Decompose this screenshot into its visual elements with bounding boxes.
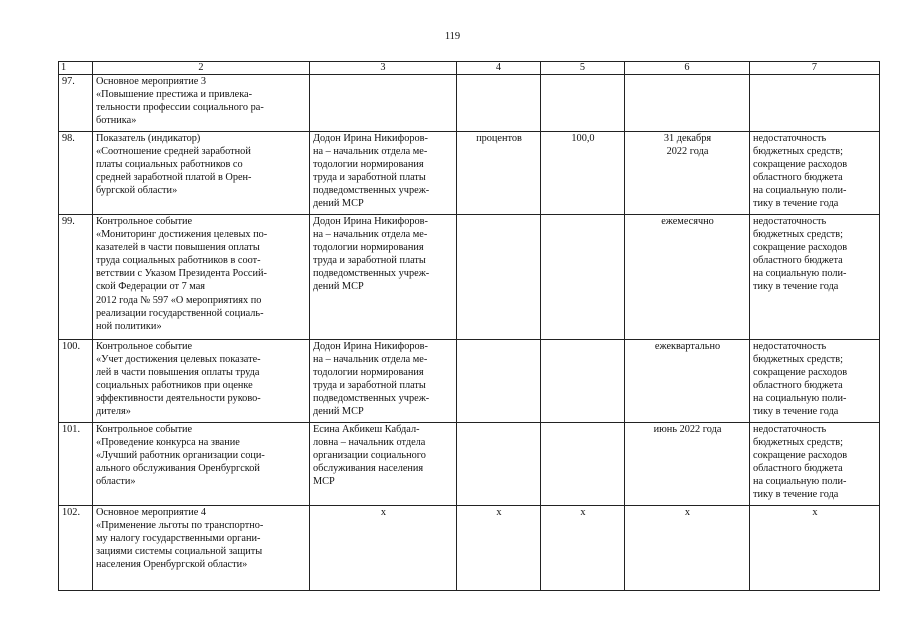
row-number-cell: 98. bbox=[59, 132, 93, 215]
unit-cell bbox=[457, 215, 541, 340]
column-risk-header: 7 bbox=[750, 62, 880, 75]
value-cell bbox=[541, 423, 625, 506]
column-value-header: 5 bbox=[541, 62, 625, 75]
table-row bbox=[59, 423, 880, 506]
column-number-header: 1 bbox=[59, 62, 93, 75]
row-number-cell: 100. bbox=[59, 340, 93, 423]
table-row bbox=[59, 132, 880, 215]
deadline-cell: x bbox=[625, 506, 750, 591]
unit-cell: процентов bbox=[457, 132, 541, 215]
row-number-cell: 101. bbox=[59, 423, 93, 506]
deadline-cell: июнь 2022 года bbox=[625, 423, 750, 506]
table-row bbox=[59, 506, 880, 591]
table-row bbox=[59, 215, 880, 340]
unit-cell bbox=[457, 340, 541, 423]
risk-cell: недостаточность бюджетных средств; сокращение расходов областного бюджета на социальную поли- тику в течение года bbox=[750, 340, 880, 423]
unit-cell bbox=[457, 423, 541, 506]
column-unit-header: 4 bbox=[457, 62, 541, 75]
responsible-cell: x bbox=[310, 506, 457, 591]
value-cell bbox=[541, 215, 625, 340]
responsible-cell: Додон Ирина Никифоров- на – начальник отдела ме- тодологии нормирования труда и заработной платы подведомственных учреж- дений МСР bbox=[310, 215, 457, 340]
risk-cell: недостаточность бюджетных средств; сокращение расходов областного бюджета на социальную поли- тику в течение года bbox=[750, 132, 880, 215]
value-cell bbox=[541, 75, 625, 132]
page-number: 119 bbox=[444, 31, 461, 42]
measure-name-cell: Основное мероприятие 3 «Повышение престижа и привлека- тельности профессии социального ра- ботника» bbox=[93, 75, 310, 132]
measure-name-cell: Основное мероприятие 4 «Применение льготы по транспортно- му налогу государственными органи- зациями системы социальной защиты населения Оренбургской области» bbox=[93, 506, 310, 591]
value-cell bbox=[541, 340, 625, 423]
deadline-cell: ежеквартально bbox=[625, 340, 750, 423]
risk-cell bbox=[750, 75, 880, 132]
table-header-row bbox=[59, 62, 880, 75]
value-cell: x bbox=[541, 506, 625, 591]
deadline-cell bbox=[625, 75, 750, 132]
row-number-cell: 99. bbox=[59, 215, 93, 340]
responsible-cell: Додон Ирина Никифоров- на – начальник отдела ме- тодологии нормирования труда и заработной платы подведомственных учреж- дений МСР bbox=[310, 340, 457, 423]
measure-name-cell: Контрольное событие «Учет достижения целевых показате- лей в части повышения оплаты труда социальных работников при оценке эффективности деятельности руково- дителя» bbox=[93, 340, 310, 423]
risk-cell: недостаточность бюджетных средств; сокращение расходов областного бюджета на социальную поли- тику в течение года bbox=[750, 423, 880, 506]
deadline-cell: 31 декабря 2022 года bbox=[625, 132, 750, 215]
responsible-cell: Есина Акбикеш Кабдал- ловна – начальник отдела организации социального обслуживания населения МСР bbox=[310, 423, 457, 506]
table-row bbox=[59, 340, 880, 423]
risk-cell: x bbox=[750, 506, 880, 591]
column-name-header: 2 bbox=[93, 62, 310, 75]
responsible-cell bbox=[310, 75, 457, 132]
column-deadline-header: 6 bbox=[625, 62, 750, 75]
deadline-cell: ежемесячно bbox=[625, 215, 750, 340]
responsible-cell: Додон Ирина Никифоров- на – начальник отдела ме- тодологии нормирования труда и заработной платы подведомственных учреж- дений МСР bbox=[310, 132, 457, 215]
row-number-cell: 97. bbox=[59, 75, 93, 132]
measure-name-cell: Контрольное событие «Проведение конкурса на звание «Лучший работник организации соци- ального обслуживания Оренбургской области» bbox=[93, 423, 310, 506]
program-measures-table bbox=[58, 61, 880, 591]
column-responsible-header: 3 bbox=[310, 62, 457, 75]
value-cell: 100,0 bbox=[541, 132, 625, 215]
unit-cell: x bbox=[457, 506, 541, 591]
unit-cell bbox=[457, 75, 541, 132]
measure-name-cell: Контрольное событие «Мониторинг достижения целевых по- казателей в части повышения оплаты труда социальных работников в соот- ветствии с Указом Президента Россий- ской Федерации от 7 мая 2012 года № 597 «О мероприятиях по реализации государственной социаль- ной политики» bbox=[93, 215, 310, 340]
row-number-cell: 102. bbox=[59, 506, 93, 591]
table-row bbox=[59, 75, 880, 132]
measure-name-cell: Показатель (индикатор) «Соотношение средней заработной платы социальных работников со средней заработной платой в Орен- бургской области» bbox=[93, 132, 310, 215]
risk-cell: недостаточность бюджетных средств; сокращение расходов областного бюджета на социальную поли- тику в течение года bbox=[750, 215, 880, 340]
